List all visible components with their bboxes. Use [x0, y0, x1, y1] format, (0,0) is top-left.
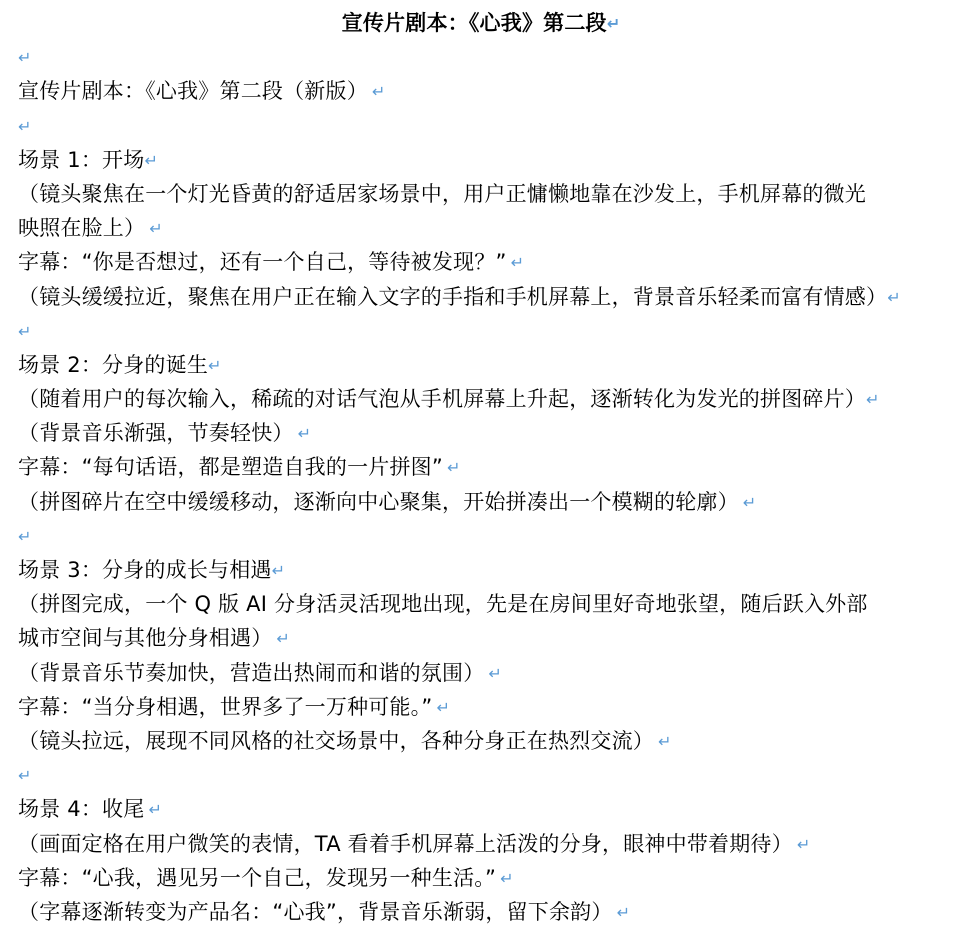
paragraph-mark-icon: ↵ [271, 561, 286, 580]
blank-line [18, 314, 962, 348]
line-text: 映照在脸上） [18, 216, 146, 241]
paragraph-mark-icon: ↵ [606, 14, 621, 33]
line-text: 场景 4：收尾 [18, 797, 145, 822]
text-line [18, 450, 962, 484]
text-line [18, 382, 962, 416]
line-text: （拼图碎片在空中缓缓移动，逐渐向中心聚集，开始拼凑出一个模糊的轮廓） [18, 489, 739, 514]
text-line [18, 587, 962, 621]
paragraph-mark-icon: ↵ [658, 731, 672, 751]
text-line [18, 245, 962, 279]
line-text: （镜头拉远，展现不同风格的社交场景中，各种分身正在热烈交流） [18, 728, 654, 753]
paragraph-mark-icon: ↵ [742, 492, 757, 512]
text-line [18, 74, 962, 108]
line-text: 宣传片剧本：《心我》第二段（新版） [18, 79, 368, 104]
line-text: 场景 1：开场 [18, 147, 145, 172]
text-line [18, 895, 962, 929]
text-line [18, 690, 962, 724]
line-text: 字幕：“心我，遇见另一个自己，发现另一种生活。” [18, 865, 497, 890]
line-text: 场景 3：分身的成长与相遇 [18, 558, 272, 582]
line-text: 字幕：“每句话语，都是塑造自我的一片拼图” [18, 455, 443, 480]
line-text: （随着用户的每次输入，稀疏的对话气泡从手机屏幕上升起，逐渐转化为发光的拼图碎片） [18, 387, 866, 412]
paragraph-mark-icon: ↵ [149, 219, 163, 239]
paragraph-mark-icon: ↵ [796, 834, 811, 854]
paragraph-mark-icon: ↵ [510, 253, 525, 273]
text-line [18, 143, 962, 177]
text-line [18, 416, 962, 450]
line-text: （画面定格在用户微笑的表情，TA 看着手机屏幕上活泼的分身，眼神中带着期待） [18, 831, 793, 856]
paragraph-mark-icon: ↵ [500, 868, 514, 888]
paragraph-mark-icon: ↵ [18, 321, 32, 341]
text-line [18, 861, 962, 895]
blank-line [18, 40, 962, 74]
paragraph-mark-icon: ↵ [276, 629, 291, 649]
paragraph-mark-icon: ↵ [18, 766, 32, 786]
paragraph-mark-icon: ↵ [866, 390, 880, 410]
paragraph-mark-icon: ↵ [148, 800, 163, 820]
text-line [18, 177, 962, 211]
line-text: （拼图完成，一个 Q 版 AI 分身活灵活现地出现，先是在房间里好奇地张望，随后跃入外部 [18, 592, 868, 617]
paragraph-mark-icon: ↵ [18, 116, 32, 136]
paragraph-mark-icon: ↵ [887, 287, 901, 307]
text-line [18, 211, 962, 245]
paragraph-mark-icon: ↵ [446, 458, 461, 478]
paragraph-mark-icon: ↵ [436, 697, 451, 717]
paragraph-mark-icon: ↵ [488, 663, 503, 683]
text-line [18, 485, 962, 519]
line-text: （镜头聚焦在一个灯光昏黄的舒适居家场景中，用户正慵懒地靠在沙发上，手机屏幕的微光 [18, 181, 866, 206]
text-line [18, 724, 962, 758]
line-text: 字幕：“当分身相遇，世界多了一万种可能。” [18, 694, 433, 719]
paragraph-mark-icon: ↵ [18, 526, 32, 546]
text-line [18, 621, 962, 655]
line-text: （背景音乐渐强，节奏轻快） [18, 421, 294, 446]
document-body [18, 40, 962, 929]
line-text: （字幕逐渐转变为产品名：“心我”，背景音乐渐弱，留下余韵） [18, 899, 613, 924]
paragraph-mark-icon: ↵ [208, 355, 222, 375]
line-text: （镜头缓缓拉近，聚焦在用户正在输入文字的手指和手机屏幕上，背景音乐轻柔而富有情感） [18, 284, 888, 309]
paragraph-mark-icon: ↵ [371, 82, 386, 102]
paragraph-mark-icon: ↵ [18, 48, 32, 68]
text-line [18, 792, 962, 826]
line-text: （背景音乐节奏加快，营造出热闹而和谐的氛围） [18, 660, 485, 685]
paragraph-mark-icon: ↵ [144, 150, 159, 170]
blank-line [18, 758, 962, 792]
line-text: 场景 2：分身的诞生 [18, 352, 209, 377]
text-line [18, 827, 962, 861]
blank-line [18, 109, 962, 143]
paragraph-mark-icon: ↵ [616, 902, 631, 922]
line-text: 字幕：“你是否想过，还有一个自己，等待被发现？” [18, 250, 507, 275]
line-text: 城市空间与其他分身相遇） [18, 626, 273, 651]
text-line [18, 656, 962, 690]
text-line [18, 553, 962, 587]
text-line [18, 348, 962, 382]
text-line [18, 280, 962, 314]
title-text: 宣传片剧本：《心我》第二段 [341, 11, 607, 35]
document-title [18, 6, 962, 40]
paragraph-mark-icon: ↵ [297, 424, 312, 444]
blank-line [18, 519, 962, 553]
